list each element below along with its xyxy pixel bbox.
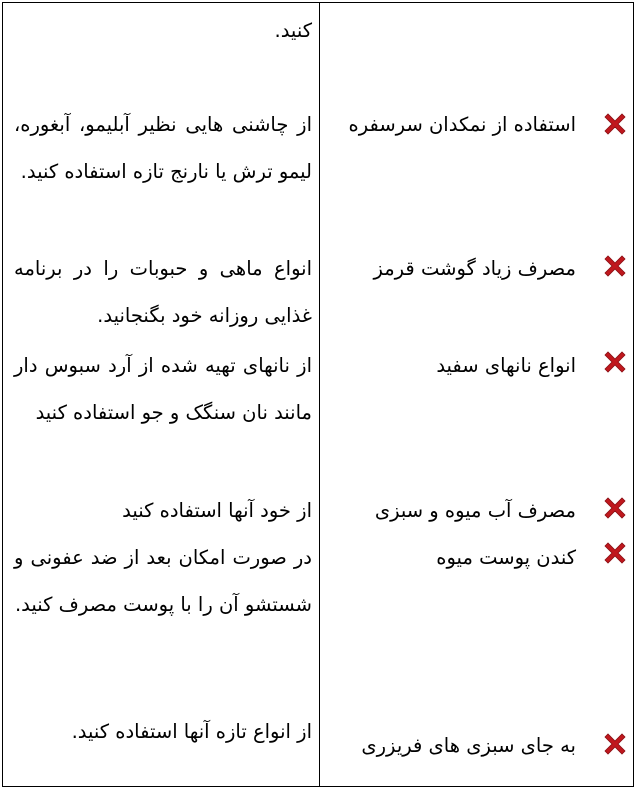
advice-text-0: کنید. xyxy=(274,19,312,42)
habit-text-6: به جای سبزی های فریزری xyxy=(361,734,576,757)
advice-text-4: از خود آنها استفاده کنید xyxy=(122,499,312,522)
advice-text-6: از انواع تازه آنها استفاده کنید. xyxy=(71,720,312,743)
red-x-mark-icon xyxy=(602,731,628,757)
red-x-mark-icon xyxy=(602,349,628,375)
advice-text-5: در صورت امکان بعد از ضد عفونی و شستشو آن را با پوست مصرف کنید. xyxy=(14,546,312,616)
advice-text-1: از چاشنی هایی نظیر آبلیمو، آبغوره، لیمو ترش یا نارنج تازه استفاده کنید. xyxy=(14,113,312,183)
habit-text-2: مصرف زیاد گوشت قرمز xyxy=(373,257,576,280)
red-x-mark-icon xyxy=(602,253,628,279)
advice-text-2: انواع ماهی و حبوبات را در برنامه غذایی روزانه خود بگنجانید. xyxy=(14,257,312,327)
habit-text-1: استفاده از نمکدان سرسفره xyxy=(348,113,576,136)
habit-text-4: مصرف آب میوه و سبزی xyxy=(374,499,576,522)
advice-text-3: از نانهای تهیه شده از آرد سبوس دار مانند نان سنگک و جو استفاده کنید xyxy=(14,354,312,424)
red-x-mark-icon xyxy=(602,111,628,137)
red-x-mark-icon xyxy=(602,540,628,566)
habit-text-5: کندن پوست میوه xyxy=(436,546,576,569)
habit-text-3: انواع نانهای سفید xyxy=(436,354,576,377)
red-x-mark-icon xyxy=(602,495,628,521)
column-divider xyxy=(319,2,320,787)
